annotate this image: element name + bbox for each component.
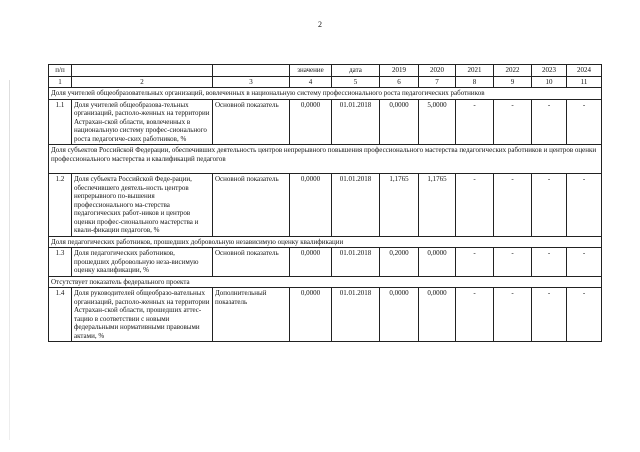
indicator-row xyxy=(49,174,602,237)
value-2022: - xyxy=(494,288,532,342)
section-title: Доля субъектов Российской Федерации, обеспечивших деятельность центров непрерывного повышения профессионального мастерства педагогических работников и центров оценки профессионального мастерства и квалификаций педагогов xyxy=(49,145,602,174)
indicator-type: Основной показатель xyxy=(213,174,290,237)
header-cell: 2019 xyxy=(380,65,419,77)
page-number: 2 xyxy=(318,20,322,29)
indicator-name: Доля субъекта Российской Феде-рации, обеспечившего деятель-ность центров непрерывного по-вышения профессионального ма-стерства педагогических работ-ников и центров оценки профес-сионального мастерства и квали-фикации педагогов, % xyxy=(72,174,213,237)
header-cell: 2021 xyxy=(456,65,494,77)
index-cell: 11 xyxy=(567,76,602,88)
indicators-table xyxy=(48,64,602,342)
base-value: 0,0000 xyxy=(290,288,332,342)
index-cell: 4 xyxy=(290,76,332,88)
value-2019: 0,0000 xyxy=(380,288,419,342)
index-cell: 6 xyxy=(380,76,419,88)
index-cell: 5 xyxy=(332,76,380,88)
base-date: 01.01.2018 xyxy=(332,248,380,277)
indicator-name: Доля руководителей общеобразо-вательных организаций, располо-женных на территории Астрахан-ской области, прошедших аттес-тацию в соответствии с новыми федеральными нормативными правовыми актами, % xyxy=(72,288,213,342)
column-index-row xyxy=(49,76,602,88)
value-2022: - xyxy=(494,248,532,277)
row-number: 1.4 xyxy=(49,288,72,342)
header-cell: 2023 xyxy=(532,65,567,77)
index-cell: 7 xyxy=(419,76,456,88)
indicator-row xyxy=(49,248,602,277)
section-title-row xyxy=(49,276,602,288)
section-title: Доля педагогических работников, прошедших добровольную независимую оценку квалификации xyxy=(49,236,602,248)
value-2023: - xyxy=(532,248,567,277)
header-cell xyxy=(72,65,213,77)
base-date: 01.01.2018 xyxy=(332,174,380,237)
indicator-type: Основной показатель xyxy=(213,248,290,277)
index-cell: 1 xyxy=(49,76,72,88)
section-title-row xyxy=(49,145,602,174)
value-2023: - xyxy=(532,99,567,145)
value-2022: - xyxy=(494,99,532,145)
value-2024: - xyxy=(567,248,602,277)
index-cell: 3 xyxy=(213,76,290,88)
header-cell: 2022 xyxy=(494,65,532,77)
value-2021: - xyxy=(456,99,494,145)
base-value: 0,0000 xyxy=(290,174,332,237)
value-2021: - xyxy=(456,288,494,342)
indicator-name: Доля учителей общеобразова-тельных организаций, располо-женных на территории Астрахан-ской области, вовлеченных в национальную систему профес-сионального роста педагогиче-ских работников, % xyxy=(72,99,213,145)
indicator-row xyxy=(49,288,602,342)
header-row xyxy=(49,65,602,77)
value-2021: - xyxy=(456,248,494,277)
value-2020: 0,0000 xyxy=(419,248,456,277)
header-cell xyxy=(213,65,290,77)
indicator-row xyxy=(49,99,602,145)
base-value: 0,0000 xyxy=(290,99,332,145)
indicator-type: Основной показатель xyxy=(213,99,290,145)
base-date: 01.01.2018 xyxy=(332,288,380,342)
value-2020: 0,0000 xyxy=(419,288,456,342)
header-cell: 2024 xyxy=(567,65,602,77)
row-number: 1.2 xyxy=(49,174,72,237)
indicator-name: Доля педагогических работников, прошедших добровольную неза-висимую оценку квалификации, % xyxy=(72,248,213,277)
value-2019: 0,0000 xyxy=(380,99,419,145)
section-title-row xyxy=(49,236,602,248)
section-title: Отсутствует показатель федерального проекта xyxy=(49,276,602,288)
indicator-type: Дополнительный показатель xyxy=(213,288,290,342)
header-cell: п/п xyxy=(49,65,72,77)
row-number: 1.1 xyxy=(49,99,72,145)
index-cell: 9 xyxy=(494,76,532,88)
base-value: 0,0000 xyxy=(290,248,332,277)
value-2019: 0,2000 xyxy=(380,248,419,277)
value-2024: - xyxy=(567,288,602,342)
row-number: 1.3 xyxy=(49,248,72,277)
value-2019: 1,1765 xyxy=(380,174,419,237)
index-cell: 8 xyxy=(456,76,494,88)
value-2022: - xyxy=(494,174,532,237)
header-cell: 2020 xyxy=(419,65,456,77)
value-2020: 5,0000 xyxy=(419,99,456,145)
value-2021: - xyxy=(456,174,494,237)
value-2023: - xyxy=(532,174,567,237)
header-cell: дата xyxy=(332,65,380,77)
value-2024: - xyxy=(567,174,602,237)
value-2023: - xyxy=(532,288,567,342)
base-date: 01.01.2018 xyxy=(332,99,380,145)
value-2020: 1,1765 xyxy=(419,174,456,237)
index-cell: 10 xyxy=(532,76,567,88)
header-cell: значение xyxy=(290,65,332,77)
section-title: Доля учителей общеобразовательных организаций, вовлеченных в национальную систему профессионального роста педагогических работников xyxy=(49,88,602,100)
section-title-row xyxy=(49,88,602,100)
index-cell: 2 xyxy=(72,76,213,88)
value-2024: - xyxy=(567,99,602,145)
scan-edge-shadow xyxy=(9,80,10,440)
